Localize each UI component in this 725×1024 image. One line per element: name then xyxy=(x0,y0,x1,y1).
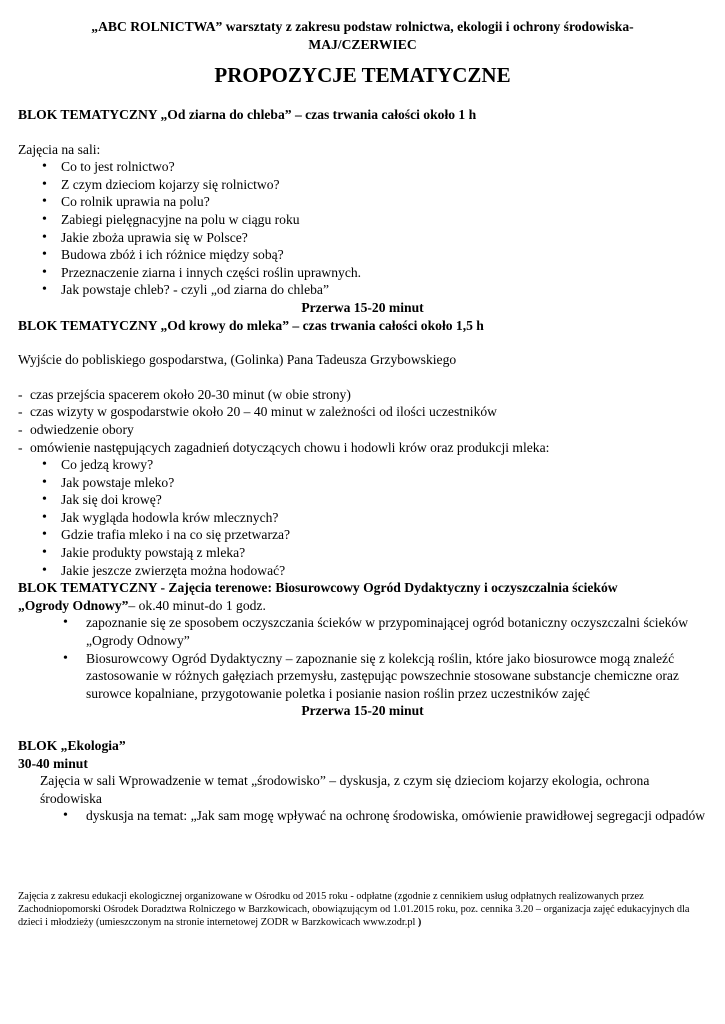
footer-end: ) xyxy=(415,917,422,929)
header-line-2: MAJ/CZERWIEC xyxy=(308,37,417,52)
list-item: • Jak wygląda hodowla krów mlecznych? xyxy=(18,509,707,527)
list-item: • Jakie produkty powstają z mleka? xyxy=(18,544,707,562)
list-item: • Z czym dzieciom kojarzy się rolnictwo? xyxy=(18,176,707,194)
block4-heading: BLOK „Ekologia” xyxy=(18,738,126,753)
list-item: - czas przejścia spacerem około 20-30 minut (w obie strony) xyxy=(18,386,707,404)
list-item: • dyskusja na temat: „Jak sam mogę wpływać na ochronę środowiska, omówienie prawidłowej segregacji odpadów xyxy=(18,807,707,825)
block3-heading: BLOK TEMATYCZNY - Zajęcia terenowe: Biosurowcowy Ogród Dydaktyczny i oczyszczalnia ścieków xyxy=(18,580,618,596)
list-item: • Jak powstaje chleb? - czyli „od ziarna do chleba” xyxy=(18,281,707,299)
block1-intro: Zajęcia na sali: xyxy=(18,141,101,157)
document-body xyxy=(18,106,707,825)
list-item: • Gdzie trafia mleko i na co się przetwarza? xyxy=(18,526,707,544)
list-item: • Biosurowcowy Ogród Dydaktyczny – zapoznanie się z kolekcją roślin, które jako biosurowce mogą znaleźć zastosowanie w różnych gałęziach przemysłu, zastępując powszechnie stosowane substancje chemiczne oraz surowce kopalniane, przygotowanie poletka i posianie nasion roślin przez uczestników zajęć xyxy=(18,650,707,703)
list-item: • Co rolnik uprawia na polu? xyxy=(18,193,707,211)
block3-heading-line-2 xyxy=(18,597,707,615)
list-item: • Co to jest rolnictwo? xyxy=(18,158,707,176)
list-item: - czas wizyty w gospodarstwie około 20 – 40 minut w zależności od ilości uczestników xyxy=(18,403,707,421)
document-header xyxy=(18,18,707,54)
list-item: • Jak powstaje mleko? xyxy=(18,474,707,492)
list-item: • Co jedzą krowy? xyxy=(18,456,707,474)
block2-dash-list xyxy=(18,386,707,456)
block3-garden-name: „Ogrody Odnowy” xyxy=(18,597,129,613)
list-item: • Budowa zbóż i ich różnice między sobą? xyxy=(18,246,707,264)
list-item: - odwiedzenie obory xyxy=(18,421,707,439)
block1-heading: BLOK TEMATYCZNY „Od ziarna do chleba” – czas trwania całości około 1 h xyxy=(18,107,477,122)
block2-intro: Wyjście do pobliskiego gospodarstwa, (Golinka) Pana Tadeusza Grzybowskiego xyxy=(18,352,457,368)
block3-list xyxy=(18,614,707,702)
list-item: • Jak się doi krowę? xyxy=(18,491,707,509)
block2-list xyxy=(18,456,707,579)
block1-break: Przerwa 15-20 minut xyxy=(301,299,424,315)
list-item: • Przeznaczenie ziarna i innych części roślin uprawnych. xyxy=(18,264,707,282)
block2-heading: BLOK TEMATYCZNY „Od krowy do mleka” – czas trwania całości około 1,5 h xyxy=(18,317,484,333)
list-item: • Jakie zboża uprawia się w Polsce? xyxy=(18,229,707,247)
block3-duration: – ok.40 minut-do 1 godz. xyxy=(128,597,266,613)
header-line-1: „ABC ROLNICTWA” warsztaty z zakresu podstaw rolnictwa, ekologii i ochrony środowiska- xyxy=(91,19,634,34)
list-item: • Jakie jeszcze zwierzęta można hodować? xyxy=(18,562,707,580)
list-item: • zapoznanie się ze sposobem oczyszczania ścieków w przypominającej ogród botaniczny oczyszczalni ścieków „Ogrody Odnowy” xyxy=(18,614,707,649)
list-item: • Zabiegi pielęgnacyjne na polu w ciągu roku xyxy=(18,211,707,229)
block4-intro: Zajęcia w sali Wprowadzenie w temat „środowisko” – dyskusja, z czym się dzieciom kojarzy ekologia, ochrona środowiska xyxy=(40,773,650,806)
block1-list xyxy=(18,158,707,299)
block4-duration: 30-40 minut xyxy=(18,755,88,771)
block4-list xyxy=(18,807,707,825)
footer-note xyxy=(18,890,708,930)
page-title: PROPOZYCJE TEMATYCZNE xyxy=(214,63,511,87)
block3-break: Przerwa 15-20 minut xyxy=(301,703,424,719)
list-item: - omówienie następujących zagadnień dotyczących chowu i hodowli krów oraz produkcji mleka: xyxy=(18,439,707,457)
footer-text: Zajęcia z zakresu edukacji ekologicznej organizowane w Ośrodku od 2015 roku - odpłatne (zgodnie z cennikiem usług odpłatnych realizowanych przez Zachodniopomorski Ośrodek Doradztwa Rolniczego w Barzkowicach, obowiązującym od 1.01.2015 roku, poz. cennika 3.20 – organizacja zajęć edukacyjnych dla dzieci i młodzieży (umieszczonym na stronie internetowej ZODR w Barzkowicach www.zodr.pl xyxy=(18,891,690,929)
